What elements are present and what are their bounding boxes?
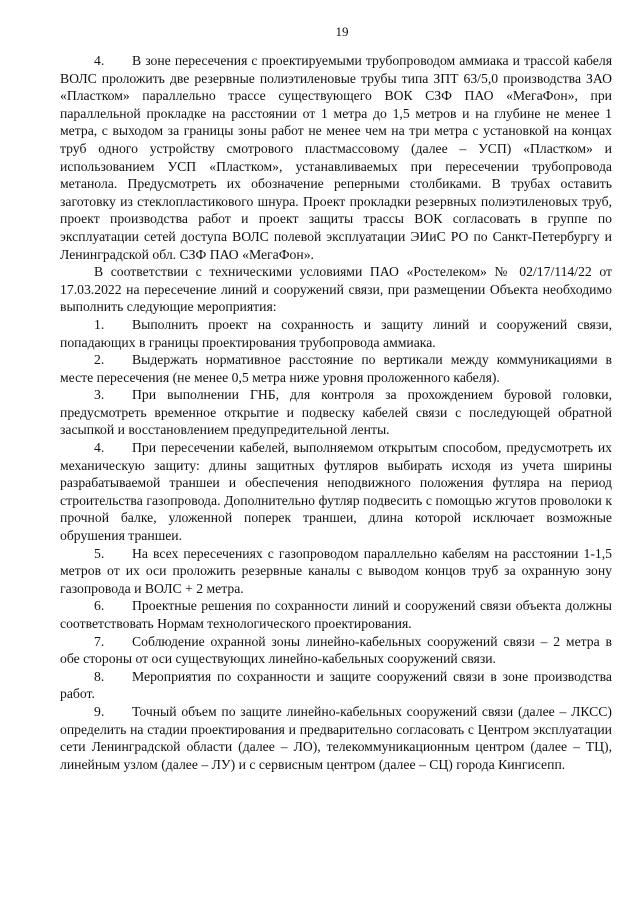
page-number: 19 <box>335 24 349 39</box>
list-item <box>60 703 612 773</box>
item-text: Мероприятия по сохранности и защите сооружений связи в зоне производства работ. <box>60 668 612 702</box>
item-number: 6. <box>94 598 105 614</box>
list-item <box>60 545 612 598</box>
item-number: 7. <box>94 633 105 649</box>
item-text: Точный объем по защите линейно-кабельных сооружений связи (далее – ЛКСС) определить на стадии проектирования и предварительно согласовать с Центром эксплуатации сети Ленинградской области (далее – ЛО), телекоммуникационным центром (далее – ТЦ), линейным узлом (далее – ЛУ) и с сервисным центром (далее – СЦ) города Кингисепп. <box>60 703 612 772</box>
item-text: Выполнить проект на сохранность и защиту линий и сооружений связи, попадающих в границы проектирования трубопровода аммиака. <box>60 316 612 350</box>
item-number: 4. <box>94 440 105 456</box>
list-item <box>60 386 612 439</box>
list-item <box>60 439 612 545</box>
item-text: При выполнении ГНБ, для контроля за прохождением буровой головки, предусмотреть временное открытие и подвеску кабелей связи с последующей обратной засыпкой и восстановлением предупредительной ленты. <box>60 387 612 438</box>
item-number: 8. <box>94 668 105 684</box>
lead-paragraph: В соответствии с техническими условиями ПАО «Ростелеком» № 02/17/114/22 от 17.03.2022 на пересечение линий и сооружений связи, при размещении Объекта необходимо выполнить следующие мероприятия: <box>60 264 612 315</box>
item-number: 3. <box>94 387 105 403</box>
list-item <box>60 316 612 351</box>
item-number: 5. <box>94 545 105 561</box>
list-item <box>60 351 612 386</box>
item-number: 1. <box>94 316 105 332</box>
list-item <box>60 633 612 668</box>
intro-item-number: 4. <box>94 53 105 68</box>
item-text: На всех пересечениях с газопроводом параллельно кабелям на расстоянии 1-1,5 метров от их оси проложить резервные каналы с выводом концов труб за охранную зону газопровода и ВОЛС + 2 метра. <box>60 545 612 596</box>
requirements-list <box>60 316 612 773</box>
list-item <box>60 597 612 632</box>
item-number: 2. <box>94 352 105 368</box>
item-text: Проектные решения по сохранности линий и сооружений связи объекта должны соответствовать Нормам технологического проектирования. <box>60 598 612 631</box>
intro-item <box>60 52 612 263</box>
item-text: Соблюдение охранной зоны линейно-кабельных сооружений связи – 2 метра в обе стороны от оси существующих линейно-кабельных сооружений связи. <box>60 633 612 667</box>
item-text: При пересечении кабелей, выполняемом открытым способом, предусмотреть их механическую защиту: длины защитных футляров выбирать исходя из учета ширины разрабатываемой траншеи и обеспечения неподвижного положения футляра на период строительства газопровода. Дополнительно футляр подвесить с помощью жгутов проволоки к прочной балке, уложенной поперек траншеи, длина которой исключает возможные обрушения траншеи. <box>60 440 612 544</box>
intro-item-text: В зоне пересечения с проектируемыми трубопроводом аммиака и трассой кабеля ВОЛС проложить две резервные полиэтиленовые трубы типа ЗПТ 63/5,0 производства ЗАО «Пластком» параллельно трассе существующего ВОК СЗФ ПАО «МегаФон», при параллельной прокладке на расстоянии от 1 метра до 1,5 метров и на глубине не менее 1 метра, с выходом за границы зоны работ не менее чем на три метра с установкой на концах труб одного устройству смотрового пластмассовому (далее – УСП) «Пластком» и использованием УСП «Пластком», устанавливаемых при пересечении трубопровода метанола. Предусмотреть их обозначение реперными столбиками. В трубах оставить заготовку из стеклопластикового шнура. Проект прокладки резервных полиэтиленовых труб, проект производства работ и проект защиты трассы ВОК согласовать в группе по эксплуатации сетей доступа ВОЛС полевой эксплуатации ЭИиС РО по Санкт-Петербургу и Ленинградской обл. СЗФ ПАО «МегаФон». <box>60 53 612 262</box>
item-number: 9. <box>94 703 105 719</box>
list-item <box>60 668 612 703</box>
item-text: Выдержать нормативное расстояние по вертикали между коммуникациями в месте пересечения (не менее 0,5 метра ниже уровня проложенного кабеля). <box>60 352 612 385</box>
